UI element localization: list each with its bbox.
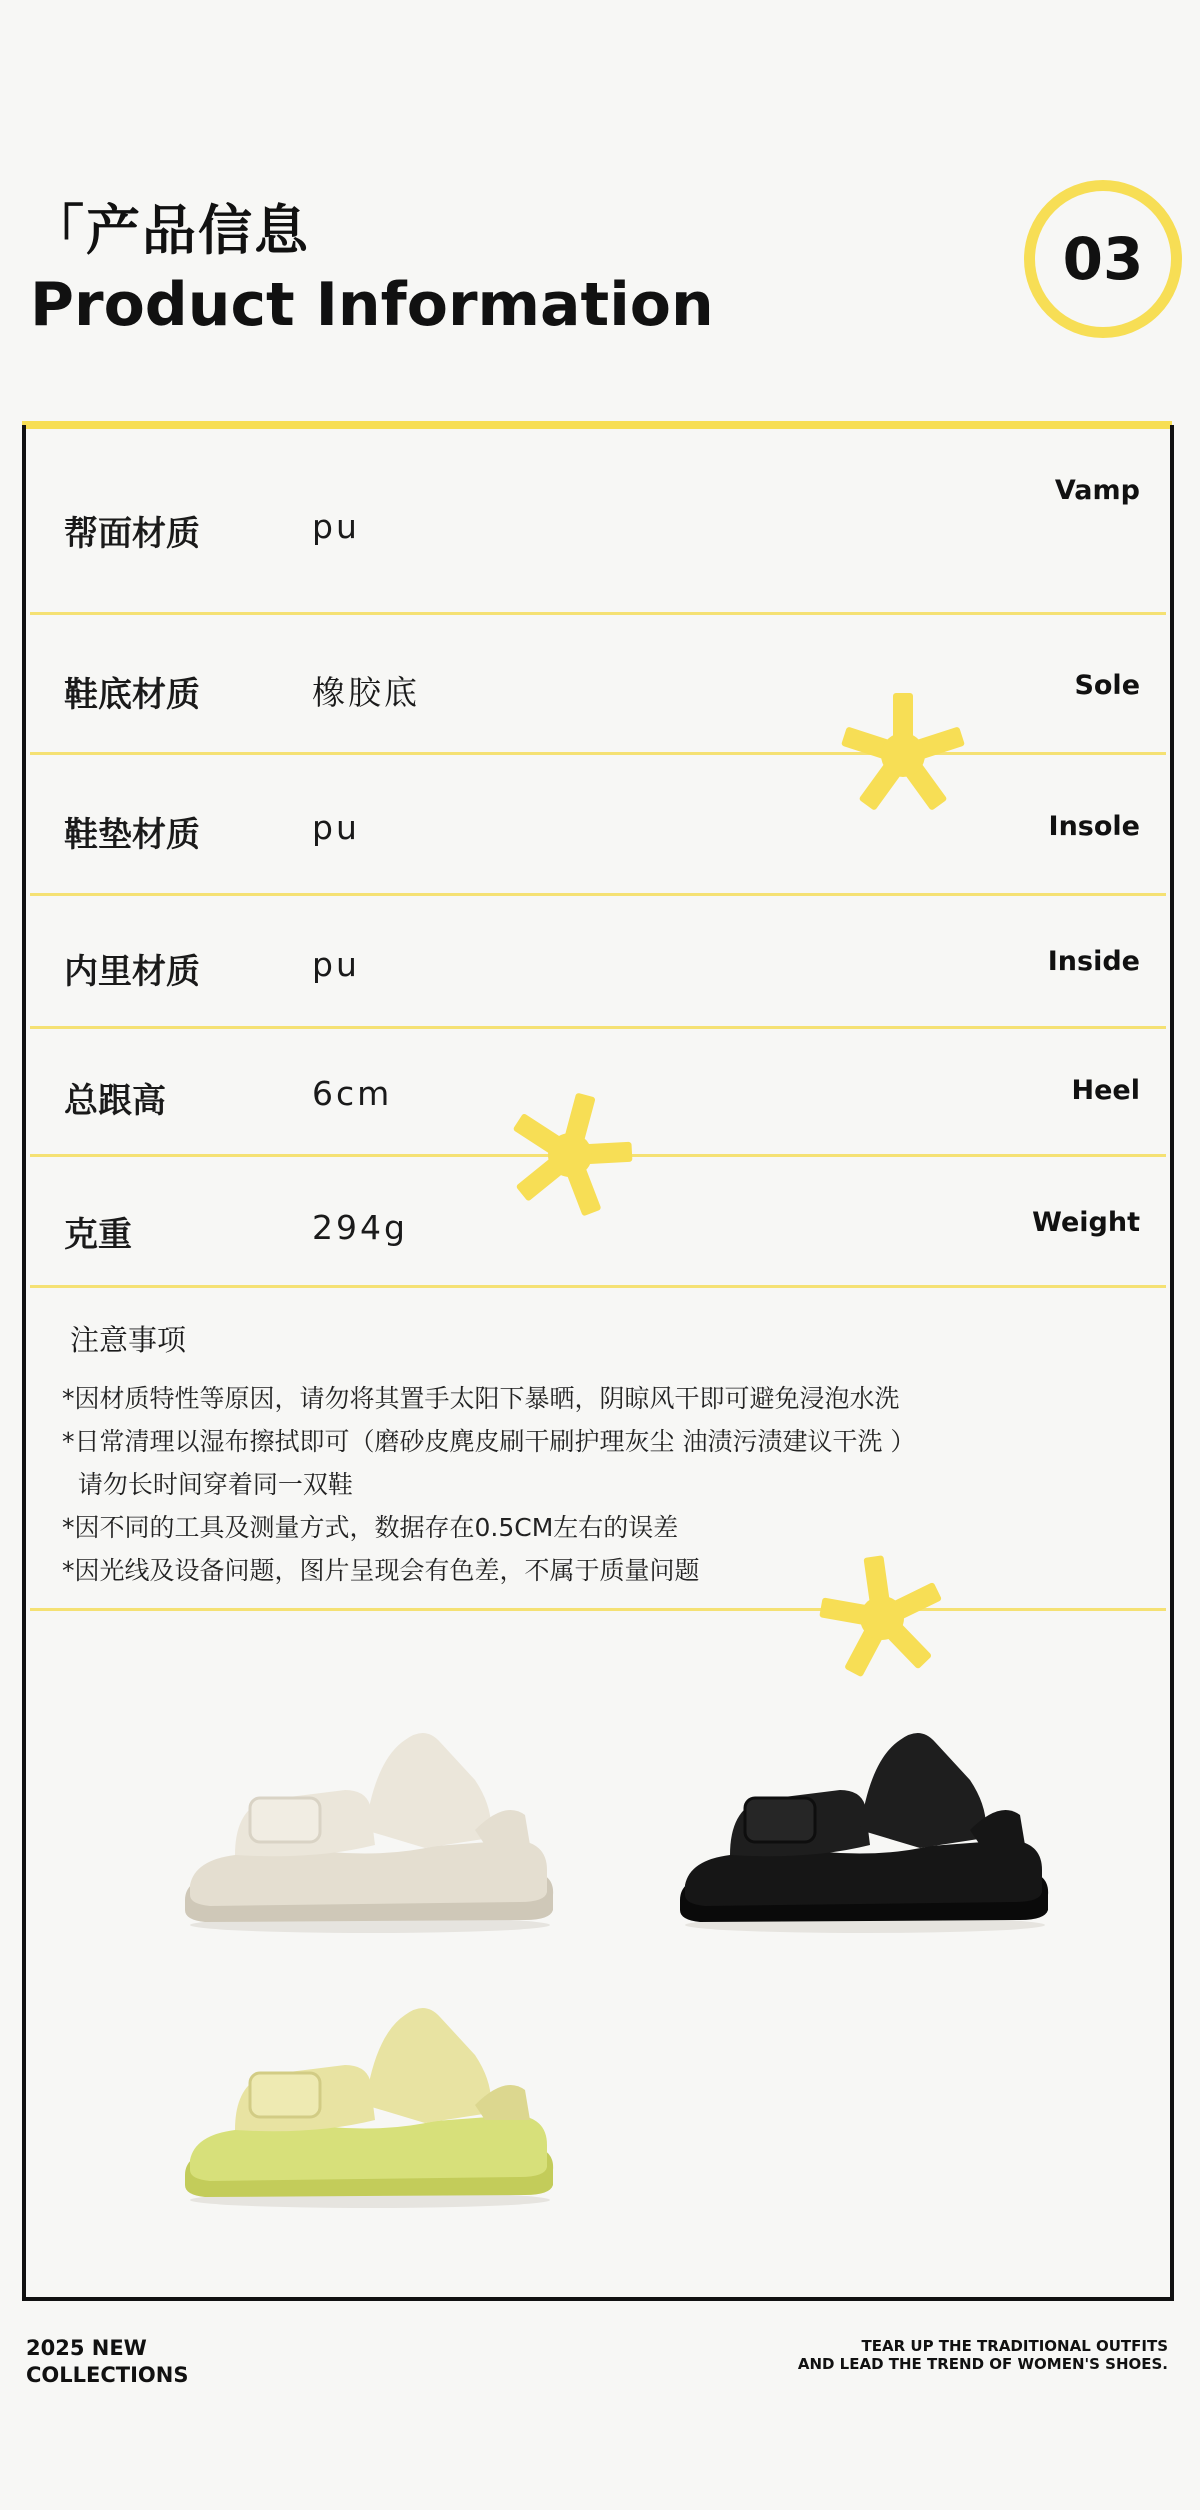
spec-value: pu xyxy=(312,507,360,546)
note-line: 请勿长时间穿着同一双鞋 xyxy=(62,1470,353,1499)
spec-row-vamp xyxy=(30,429,1166,615)
spec-label-en: Vamp xyxy=(1054,475,1140,506)
asterisk-decoration-icon xyxy=(505,1090,635,1220)
spec-label-en: Heel xyxy=(1071,1075,1140,1106)
spec-value: 6cm xyxy=(312,1074,393,1113)
spec-label-cn: 鞋底材质 xyxy=(64,675,200,715)
footer-right-line: TEAR UP THE TRADITIONAL OUTFITS xyxy=(861,2337,1168,2355)
note-line: *因光线及设备问题，图片呈现会有色差，不属于质量问题 xyxy=(62,1556,700,1585)
spec-value: 294g xyxy=(312,1208,408,1247)
spec-row-inside xyxy=(30,896,1166,1029)
spec-row-insole xyxy=(30,755,1166,896)
spec-label-cn: 鞋垫材质 xyxy=(64,815,200,855)
spec-label-en: Weight xyxy=(1032,1207,1140,1238)
spec-label-cn: 内里材质 xyxy=(64,952,200,992)
spec-value: pu xyxy=(312,945,360,984)
footer-left-line: 2025 NEW xyxy=(26,2336,147,2360)
page-title-cn: 「产品信息 xyxy=(30,199,310,262)
product-image-cream-sandal xyxy=(175,1720,565,1940)
footer-collection-label xyxy=(26,2335,188,2389)
spec-label-cn: 帮面材质 xyxy=(64,514,200,554)
note-line: *因材质特性等原因，请勿将其置手太阳下暴晒，阴晾风干即可避免浸泡水洗 xyxy=(62,1384,900,1413)
notes-divider xyxy=(30,1608,1166,1611)
product-image-lime-sandal xyxy=(175,1995,565,2215)
spec-label-cn: 克重 xyxy=(64,1215,132,1255)
footer-right-line: AND LEAD THE TREND OF WOMEN'S SHOES. xyxy=(797,2355,1168,2373)
footer-left-line: COLLECTIONS xyxy=(26,2363,189,2387)
spec-label-cn: 总跟高 xyxy=(64,1081,166,1121)
spec-value: 橡胶底 xyxy=(312,673,420,712)
note-line: *日常清理以湿布擦拭即可（磨砂皮麂皮刷干刷护理灰尘 油渍污渍建议干洗 ） xyxy=(62,1427,916,1456)
page-title-en: Product Information xyxy=(30,270,714,340)
section-number-badge: 03 xyxy=(1024,180,1182,338)
spec-label-en: Sole xyxy=(1074,670,1140,701)
spec-label-en: Insole xyxy=(1048,811,1140,842)
asterisk-decoration-icon xyxy=(838,690,968,820)
spec-row-sole xyxy=(30,615,1166,755)
product-image-black-sandal xyxy=(670,1720,1060,1940)
note-line: *因不同的工具及测量方式，数据存在0.5CM左右的误差 xyxy=(62,1513,679,1542)
notes-title: 注意事项 xyxy=(70,1323,187,1357)
spec-label-en: Inside xyxy=(1047,946,1140,977)
asterisk-decoration-icon xyxy=(817,1553,947,1683)
footer-tagline xyxy=(798,2337,1168,2373)
spec-value: pu xyxy=(312,808,360,847)
